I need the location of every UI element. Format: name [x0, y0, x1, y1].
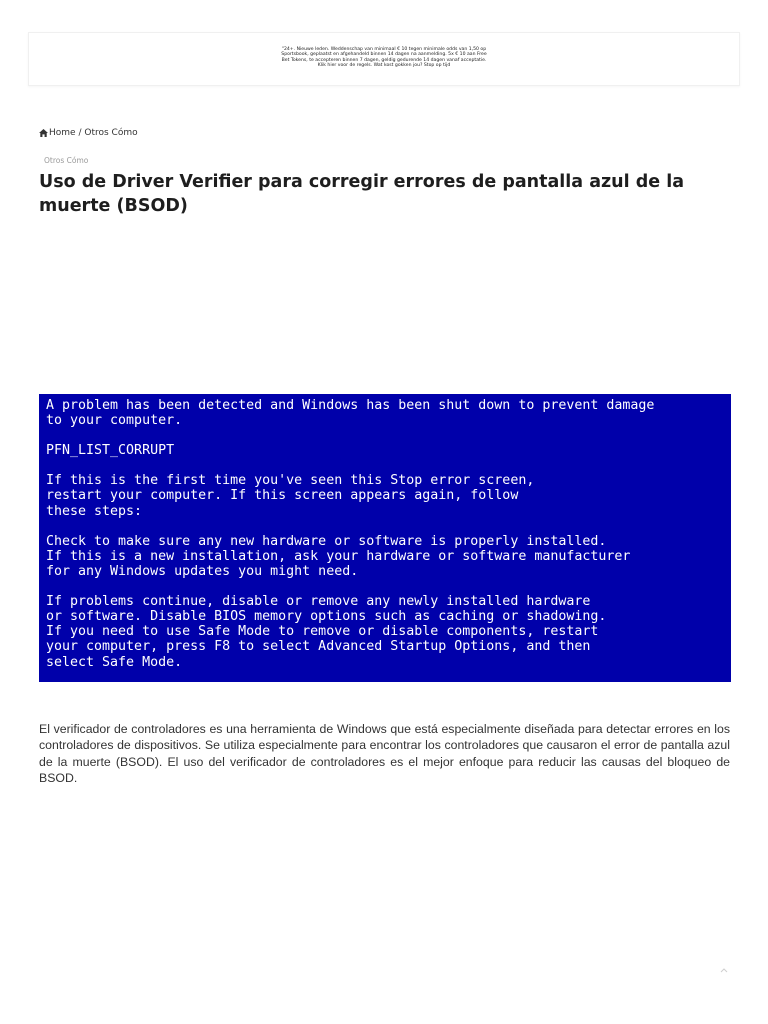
bsod-text-line: If you need to use Safe Mode to remove or disable components, restart — [46, 624, 599, 640]
bsod-text-line: these steps: — [46, 503, 143, 519]
bsod-text-line: to your computer. — [46, 413, 183, 429]
bsod-screenshot-image — [39, 394, 731, 682]
bsod-text-line: or software. Disable BIOS memory options such as caching or shadowing. — [46, 609, 607, 625]
chevron-up-icon — [720, 968, 728, 973]
scroll-to-top-button[interactable] — [717, 963, 731, 977]
ad-text[interactable]: "24+. Nieuwe leden. Weddenschap van minimaal € 10 tegen minimale odds van 1,50 op Sportsbook, geplaatst en afgehandeld binnen 14 dagen na aanmelding. 5x € 10 aan Free Bet Tokens, te accepteren binnen 7 dagen, geldig gedurende 14 dagen vanaf acceptatie. Klik hier voor de regels. Wat kost gokken jou? Stop op tijd — [281, 47, 487, 69]
bsod-blank-line — [46, 579, 731, 594]
page-title: Uso de Driver Verifier para corregir errores de pantalla azul de la muerte (BSOD) — [39, 172, 685, 216]
bsod-blank-line — [46, 519, 731, 534]
bsod-text-line: restart your computer. If this screen appears again, follow — [46, 488, 519, 504]
bsod-text-line: select Safe Mode. — [46, 654, 183, 670]
bsod-blank-line — [46, 458, 731, 473]
home-icon[interactable] — [39, 129, 48, 137]
bsod-text-line: PFN_LIST_CORRUPT — [46, 443, 175, 459]
ad-banner[interactable] — [28, 32, 740, 86]
category-tag[interactable]: Otros Cómo — [44, 156, 89, 165]
bsod-text-line: A problem has been detected and Windows has been shut down to prevent damage — [46, 398, 655, 413]
breadcrumb-home-link[interactable]: Home — [49, 128, 76, 138]
bsod-text-line: If this is the first time you've seen this Stop error screen, — [46, 473, 535, 489]
bsod-text-line: If problems continue, disable or remove any newly installed hardware — [46, 593, 591, 609]
bsod-text-line: Check to make sure any new hardware or software is properly installed. — [46, 533, 607, 549]
bsod-blank-line — [46, 428, 731, 443]
breadcrumb-current[interactable]: Otros Cómo — [84, 128, 138, 138]
breadcrumb-separator: / — [78, 128, 82, 138]
breadcrumb — [39, 128, 138, 138]
bsod-text-line: If this is a new installation, ask your hardware or software manufacturer — [46, 548, 631, 564]
article-paragraph: El verificador de controladores es una herramienta de Windows que está especialmente diseñada para detectar errores en los controladores de dispositivos. Se utiliza especialmente para encontrar los controladores que causaron el error de pantalla azul de la muerte (BSOD). El uso del verificador de controladores es el mejor enfoque para reducir las causas del bloqueo de BSOD. — [39, 722, 730, 786]
bsod-text-line: your computer, press F8 to select Advanced Startup Options, and then — [46, 639, 591, 655]
bsod-text-line: for any Windows updates you might need. — [46, 563, 359, 579]
